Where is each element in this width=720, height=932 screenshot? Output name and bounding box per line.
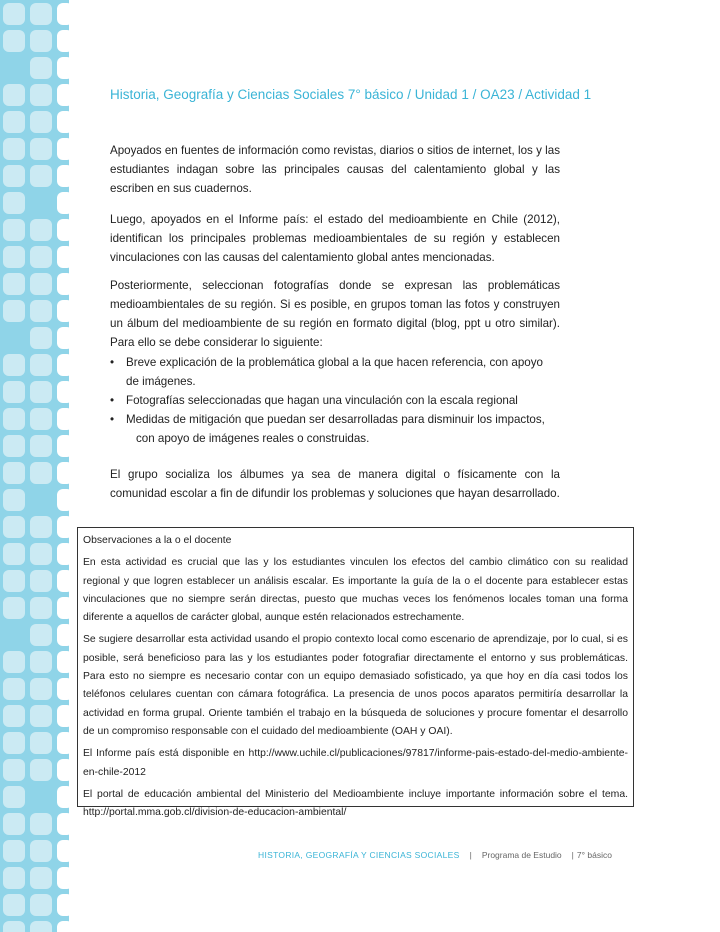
decorative-tile — [30, 165, 52, 187]
decorative-tile — [3, 462, 25, 484]
decorative-tile — [57, 165, 69, 187]
decorative-tile — [57, 867, 69, 889]
observations-paragraph: En esta actividad es crucial que las y los estudiantes vinculen los efectos del cambio climático con su realidad regional y que logren establecer un análisis escalar. Es importante la guía de la o el docente para establecer estas vinculaciones que no siempre serán directas, puesto que muchas veces los fenómenos locales toman una forma diferente a aquellos de carácter global, aunque estén relacionados estrechamente. — [83, 557, 628, 624]
decorative-tile — [57, 759, 69, 781]
decorative-tile — [3, 570, 25, 592]
decorative-tile — [3, 867, 25, 889]
decorative-tile — [57, 813, 69, 835]
decorative-tile — [3, 300, 25, 322]
footer-grade: 7° básico — [576, 850, 612, 860]
decorative-tile — [30, 219, 52, 241]
decorative-tile — [3, 678, 25, 700]
decorative-tile — [3, 921, 25, 932]
decorative-tile — [30, 408, 52, 430]
paragraph-intro: Apoyados en fuentes de información como revistas, diarios o sitios de internet, los y las estudiantes indagan sobre las principales causas del calentamiento global y las escriben en sus cuadernos. — [110, 144, 560, 195]
decorative-tile — [3, 705, 25, 727]
page-title: Historia, Geografía y Ciencias Sociales 7° básico / Unidad 1 / OA23 / Actividad 1 — [110, 87, 592, 102]
decorative-tile — [30, 651, 52, 673]
list-item: • Fotografías seleccionadas que hagan una vinculación con la escala regional — [110, 391, 562, 410]
list-item: • Breve explicación de la problemática global a la que hacen referencia, con apoyo de imágenes. — [110, 353, 562, 391]
decorative-tile — [3, 273, 25, 295]
decorative-tile — [30, 111, 52, 133]
paragraph-luego: Luego, apoyados en el Informe país: el estado del medioambiente en Chile (2012), identifican los principales problemas medioambientales de su región y establecen vinculaciones con las causas del calentamiento global antes mencionadas. — [110, 213, 560, 264]
decorative-tile — [3, 165, 25, 187]
decorative-tile — [3, 138, 25, 160]
decorative-tile — [3, 30, 25, 52]
bullet-icon: • — [110, 413, 115, 426]
paragraph-socializa: El grupo socializa los álbumes ya sea de manera digital o físicamente con la comunidad escolar a fin de difundir los problemas y soluciones que hayan desarrollado. — [110, 468, 560, 500]
decorative-tile — [57, 921, 69, 932]
decorative-tile — [30, 30, 52, 52]
decorative-tile — [3, 543, 25, 565]
decorative-tile — [3, 84, 25, 106]
list-item: • Medidas de mitigación que puedan ser desarrolladas para disminuir los impactos, con apoyo de imágenes reales o construidas. — [110, 410, 562, 448]
decorative-tile — [3, 219, 25, 241]
decorative-tile — [30, 597, 52, 619]
decorative-tile — [57, 543, 69, 565]
decorative-tile — [3, 192, 25, 214]
decorative-tile — [30, 894, 52, 916]
decorative-tile — [3, 3, 25, 25]
bullet-list — [110, 353, 562, 448]
decorative-tile — [57, 111, 69, 133]
decorative-tile — [3, 246, 25, 268]
decorative-tile — [57, 678, 69, 700]
decorative-tile — [30, 921, 52, 932]
decorative-tile — [57, 408, 69, 430]
decorative-tile — [3, 435, 25, 457]
decorative-tile — [57, 651, 69, 673]
decorative-tile — [30, 381, 52, 403]
decorative-tile — [3, 651, 25, 673]
decorative-tile — [3, 597, 25, 619]
decorative-tile — [57, 435, 69, 457]
decorative-tile — [3, 354, 25, 376]
decorative-tile — [3, 489, 25, 511]
decorative-tile — [30, 543, 52, 565]
decorative-tile — [3, 786, 25, 808]
decorative-tile — [57, 219, 69, 241]
decorative-tile — [57, 516, 69, 538]
decorative-tile — [30, 570, 52, 592]
decorative-tile — [57, 30, 69, 52]
decorative-tile — [57, 381, 69, 403]
decorative-tile — [57, 138, 69, 160]
observations-link-informe[interactable]: El Informe país está disponible en http://www.uchile.cl/publicaciones/97817/informe-pais-estado-del-medio-ambiente-en-chile-2012 — [83, 748, 628, 778]
decorative-tile — [57, 705, 69, 727]
decorative-tile — [30, 3, 52, 25]
decorative-tile — [30, 732, 52, 754]
decorative-tile — [30, 840, 52, 862]
decorative-tile — [3, 840, 25, 862]
decorative-tile — [30, 435, 52, 457]
paragraph-posteriormente: Posteriormente, seleccionan fotografías donde se expresan las problemáticas medioambientales de su región. Si es posible, en grupos toman las fotos y construyen un álbum del medioambiente de su región en formato digital (blog, ppt u otro similar). Para ello se debe considerar lo siguiente: — [110, 279, 560, 349]
decorative-tile — [30, 678, 52, 700]
decorative-tile — [57, 57, 69, 79]
decorative-tile — [3, 516, 25, 538]
decorative-tile — [57, 570, 69, 592]
decorative-tile — [57, 273, 69, 295]
decorative-tile — [30, 246, 52, 268]
decorative-tile — [57, 192, 69, 214]
decorative-tile — [57, 894, 69, 916]
bullet-icon: • — [110, 356, 115, 369]
decorative-tile — [57, 354, 69, 376]
decorative-tile — [3, 759, 25, 781]
decorative-tile — [30, 138, 52, 160]
decorative-tile — [57, 597, 69, 619]
decorative-tile — [30, 867, 52, 889]
decorative-tile — [57, 300, 69, 322]
decorative-tile — [57, 732, 69, 754]
decorative-tile — [30, 354, 52, 376]
decorative-tile — [57, 462, 69, 484]
decorative-tile — [3, 813, 25, 835]
decorative-tile — [30, 273, 52, 295]
decorative-tile — [30, 327, 52, 349]
decorative-tile — [30, 300, 52, 322]
footer-subject: HISTORIA, GEOGRAFÍA Y CIENCIAS SOCIALES — [258, 850, 460, 860]
observations-paragraph: Se sugiere desarrollar esta actividad usando el propio contexto local como escenario de aprendizaje, por lo cual, si es posible, será beneficioso para las y los estudiantes poder fotografiar directamente el entorno y sus problemáticas. Para esto no siempre es necesario contar con un equipo demasiado sofisticado, ya que hoy en día casi todos los teléfonos celulares cuentan con cámara fotográfica. La presencia de unos pocos aparatos permitiría desarrollar la actividad en forma grupal. Oriente también el trabajo en la búsqueda de soluciones y procure fomentar el desarrollo de un compromiso responsable con el cuidado del medioambiente (OAH y OAI). — [83, 634, 628, 737]
page-footer: HISTORIA, GEOGRAFÍA Y CIENCIAS SOCIALES | Programa de Estudio | 7° básico — [258, 850, 612, 860]
decorative-tile — [30, 813, 52, 835]
observations-box — [77, 527, 634, 819]
decorative-tile — [3, 894, 25, 916]
decorative-tile — [57, 84, 69, 106]
decorative-tile — [57, 489, 69, 511]
decorative-tile — [3, 408, 25, 430]
decorative-tile — [30, 57, 52, 79]
decorative-tile — [57, 786, 69, 808]
decorative-tile — [30, 84, 52, 106]
decorative-tile — [30, 624, 52, 646]
observations-title: Observaciones a la o el docente — [83, 535, 232, 546]
decorative-tile — [57, 327, 69, 349]
decorative-tile — [57, 840, 69, 862]
decorative-tile — [57, 246, 69, 268]
footer-program: Programa de Estudio — [481, 850, 562, 860]
decorative-tile — [30, 462, 52, 484]
decorative-tile — [3, 111, 25, 133]
decorative-tile — [30, 705, 52, 727]
decorative-tile — [3, 732, 25, 754]
decorative-tile — [57, 624, 69, 646]
decorative-tile — [30, 759, 52, 781]
decorative-side-strip — [0, 0, 69, 932]
decorative-tile — [57, 3, 69, 25]
observations-link-portal[interactable]: El portal de educación ambiental del Ministerio del Medioambiente incluye importante información sobre el tema. http://portal.mma.gob.cl/division-de-educacion-ambiental/ — [83, 788, 628, 819]
decorative-tile — [3, 381, 25, 403]
bullet-icon: • — [110, 394, 115, 407]
decorative-tile — [30, 516, 52, 538]
